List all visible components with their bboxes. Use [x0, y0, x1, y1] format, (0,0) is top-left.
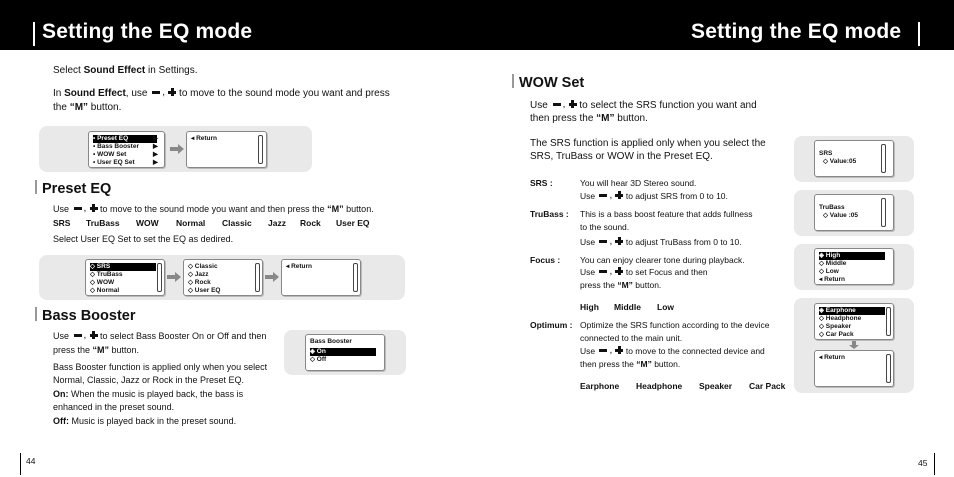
scrollbar: [886, 354, 891, 383]
scrollbar: [258, 135, 263, 164]
level-gauge: [881, 144, 886, 173]
wow-line-4: SRS, TruBass or WOW in the Preset EQ.: [530, 151, 713, 162]
minus-plus-buttons-icon: ,: [72, 330, 98, 340]
device-speaker: Speaker: [699, 381, 733, 391]
preset-mode-srs: SRS: [53, 218, 71, 228]
scrollbar: [353, 263, 358, 292]
right-title-divider: [918, 22, 920, 46]
minus-plus-buttons-icon: ,: [551, 99, 577, 109]
left-header-bar: [0, 0, 477, 50]
right-page-rule: [934, 453, 935, 475]
intro-line-1: Select Sound Effect in Settings.: [53, 65, 198, 76]
return-item: ◂ Return: [819, 354, 846, 361]
left-page-number: 44: [26, 456, 36, 466]
bass-booster-line-4: Normal, Classic, Jazz or Rock in the Preset EQ.: [53, 375, 245, 385]
trubass-screen-title: TruBass: [819, 204, 845, 211]
bass-booster-line-1: Use , to select Bass Booster On or Off and then: [53, 330, 267, 341]
preset-mode-user-eq: User EQ: [336, 218, 370, 228]
preset-mode-classic: Classic: [222, 218, 252, 228]
optimum-return-screen: [814, 350, 894, 387]
preset-eq-return-screen: [281, 259, 361, 296]
menu-item-preset-eq: • Preset EQ: [93, 135, 157, 143]
preset-user-eq-row: ◇ User EQ: [188, 287, 221, 294]
wow-line-2: then press the “M” button.: [530, 113, 648, 124]
left-page-rule: [20, 453, 21, 475]
trubass-desc-1: This is a bass boost feature that adds fullness: [580, 209, 753, 219]
trubass-desc-3: Use , to adjust TruBass from 0 to 10.: [580, 236, 742, 247]
return-item: ◂ Return: [286, 263, 313, 270]
minus-plus-buttons-icon: ,: [597, 190, 623, 200]
preset-trubass-row: ◇ TruBass: [90, 271, 123, 278]
bass-booster-heading: Bass Booster: [35, 307, 135, 324]
preset-eq-screen-1: [85, 259, 165, 296]
bass-booster-line-2: press the “M” button.: [53, 345, 140, 355]
srs-screen-title: SRS: [819, 150, 833, 157]
intro-line-2: In Sound Effect, use , to move to the sound mode you want and press: [53, 87, 390, 99]
focus-middle-row: ◇ Middle: [819, 260, 847, 267]
preset-mode-normal: Normal: [176, 218, 206, 228]
wow-line-1: Use , to select the SRS function you want and: [530, 99, 757, 111]
scrollbar: [157, 263, 162, 292]
bass-on-row: ◈ On: [310, 348, 376, 356]
focus-level-high: High: [580, 302, 599, 312]
opt-speaker-row: ◇ Speaker: [819, 323, 852, 330]
preset-eq-line-1: Use , to move to the sound mode you want and then press the “M” button.: [53, 203, 374, 214]
focus-screen: [814, 248, 894, 285]
bass-booster-on-desc: On: When the music is played back, the bass is: [53, 389, 244, 399]
preset-normal-row: ◇ Normal: [90, 287, 120, 294]
trubass-label: TruBass :: [530, 209, 569, 219]
focus-desc-2: Use , to set Focus and then: [580, 266, 708, 277]
preset-eq-line-3: Select User EQ Set to set the EQ as dedired.: [53, 234, 234, 244]
device-earphone: Earphone: [580, 381, 620, 391]
srs-screen-value: ◇ Value:05: [823, 158, 857, 165]
preset-eq-heading: Preset EQ: [35, 180, 111, 197]
optimum-screen-1: [814, 303, 894, 340]
right-arrow-icon: [170, 144, 184, 154]
scrollbar: [255, 263, 260, 292]
preset-wow-row: ◇ WOW: [90, 279, 115, 286]
preset-mode-jazz: Jazz: [268, 218, 286, 228]
preset-classic-row: ◇ Classic: [188, 263, 218, 270]
preset-rock-row: ◇ Rock: [188, 279, 211, 286]
preset-jazz-row: ◇ Jazz: [188, 271, 209, 278]
down-arrow-icon: [849, 341, 859, 349]
focus-low-row: ◇ Low: [819, 268, 839, 275]
bass-booster-off-desc: Off: Music is played back in the preset sound.: [53, 416, 237, 426]
srs-desc-1: You will hear 3D Stereo sound.: [580, 178, 697, 188]
focus-return-row: ◂ Return: [819, 276, 846, 283]
right-page-number: 45: [918, 458, 928, 468]
right-arrow-icon: [265, 272, 279, 282]
intro-line-3: the “M” button.: [53, 102, 122, 113]
device-car-pack: Car Pack: [749, 381, 786, 391]
minus-plus-buttons-icon: ,: [597, 266, 623, 276]
minus-plus-buttons-icon: ,: [597, 236, 623, 246]
focus-desc-1: You can enjoy clearer tone during playback.: [580, 255, 745, 265]
optimum-desc-1: Optimize the SRS function according to the device: [580, 320, 770, 330]
srs-label: SRS :: [530, 178, 553, 188]
optimum-label: Optimum :: [530, 320, 573, 330]
right-page-title: Setting the EQ mode: [691, 20, 902, 43]
device-headphone: Headphone: [636, 381, 683, 391]
srs-value-screen: [814, 140, 894, 177]
menu-item-user-eq-set: • User EQ Set: [93, 159, 135, 166]
focus-desc-3: press the “M” button.: [580, 280, 662, 290]
right-header-bar: [477, 0, 954, 50]
srs-desc-2: Use , to adjust SRS from 0 to 10.: [580, 190, 728, 201]
opt-earphone-row: ◈ Earphone: [819, 307, 885, 315]
minus-plus-buttons-icon: ,: [150, 87, 176, 97]
bass-booster-screen: [305, 334, 385, 371]
trubass-value-screen: [814, 194, 894, 231]
wow-set-heading: WOW Set: [512, 74, 584, 91]
level-gauge: [881, 198, 886, 227]
trubass-screen-value: ◇ Value :05: [823, 212, 858, 219]
minus-plus-buttons-icon: ,: [72, 203, 98, 213]
intro-return-screen: [186, 131, 267, 168]
left-page-title: Setting the EQ mode: [42, 20, 253, 43]
left-title-divider: [33, 22, 35, 46]
minus-plus-buttons-icon: ,: [597, 345, 623, 355]
preset-eq-screen-2: [183, 259, 263, 296]
focus-label: Focus :: [530, 255, 561, 265]
sound-effect-menu-screen: [88, 131, 165, 168]
scrollbar: [886, 307, 891, 336]
bass-booster-line-3: Bass Booster function is applied only when you select: [53, 362, 268, 372]
preset-srs-row: ◇ SRS: [90, 263, 156, 271]
preset-mode-rock: Rock: [300, 218, 321, 228]
bass-off-row: ◇ Off: [310, 356, 327, 363]
right-arrow-icon: [167, 272, 181, 282]
opt-headphone-row: ◇ Headphone: [819, 315, 862, 322]
preset-mode-trubass: TruBass: [86, 218, 120, 228]
menu-item-bass-booster: • Bass Booster: [93, 143, 139, 150]
preset-mode-wow: WOW: [136, 218, 159, 228]
opt-car-pack-row: ◇ Car Pack: [819, 331, 854, 338]
focus-high-row: ◈ High: [819, 252, 885, 260]
menu-arrow-icons: ▶ ▶ ▶ ▶: [153, 135, 158, 166]
bass-booster-on-desc-2: enhanced in the preset sound.: [53, 402, 175, 412]
return-item: ◂ Return: [191, 135, 218, 142]
optimum-desc-4: then press the “M” button.: [580, 359, 681, 369]
bass-booster-screen-title: Bass Booster: [310, 338, 352, 345]
focus-level-low: Low: [657, 302, 674, 312]
focus-level-middle: Middle: [614, 302, 641, 312]
optimum-desc-2: connected to the main unit.: [580, 333, 683, 343]
menu-item-wow-set: • WOW Set: [93, 151, 127, 158]
wow-line-3: The SRS function is applied only when you select the: [530, 138, 766, 149]
optimum-desc-3: Use , to move to the connected device and: [580, 345, 765, 356]
trubass-desc-2: to the sound.: [580, 222, 630, 232]
